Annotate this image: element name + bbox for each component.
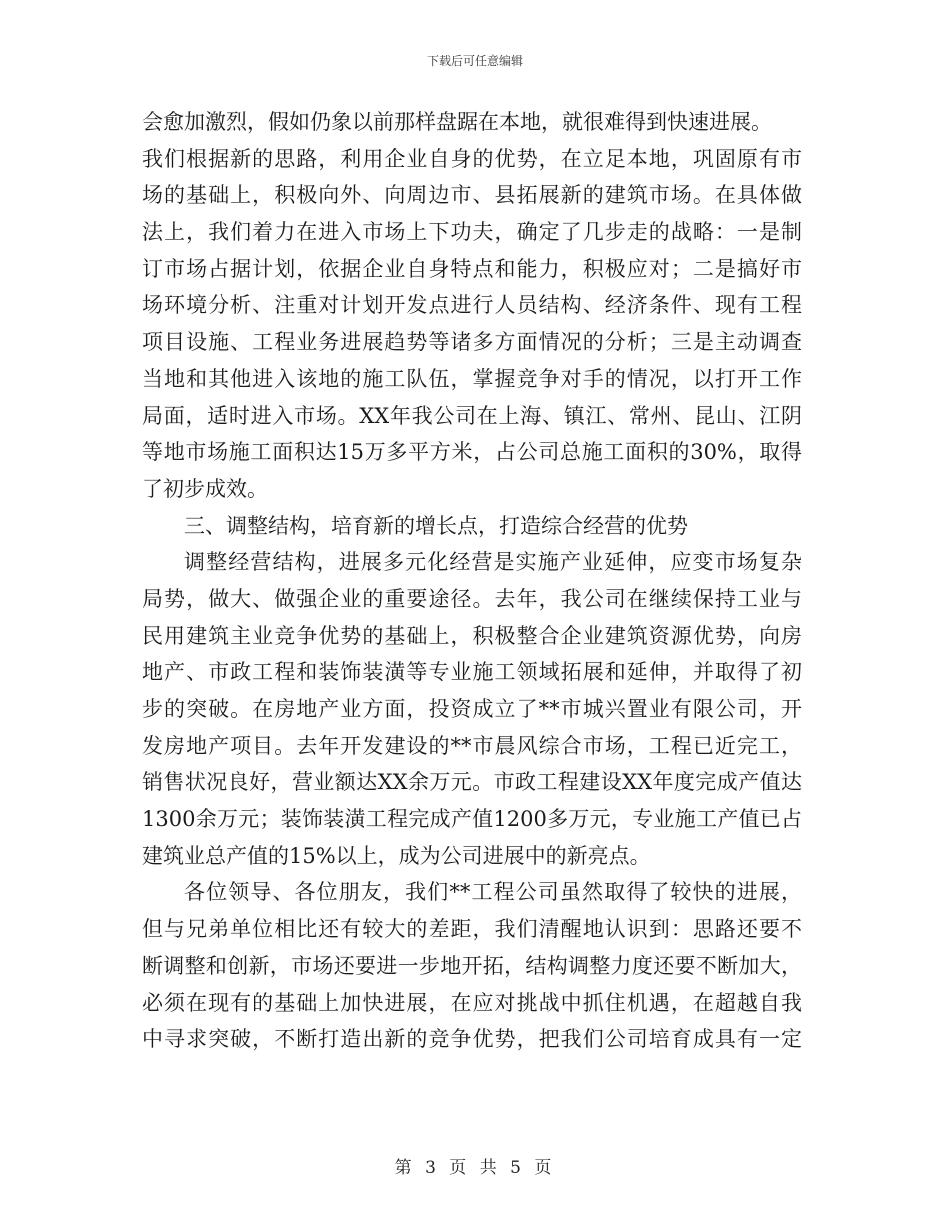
body-line: 销售状况良好，营业额达XX余万元。市政工程建设XX年度完成产值达 [142, 770, 802, 795]
body-line: 步的突破。在房地产业方面，投资成立了**市城兴置业有限公司，开 [142, 697, 802, 721]
body-line: 1300余万元；装饰装潢工程完成产值1200多万元，专业施工产值已占 [142, 807, 802, 832]
body-line: 断调整和创新，市场还要进一步地开拓，结构调整力度还要不断加大， [142, 953, 802, 978]
body-line: 调整经营结构，进展多元化经营是实施产业延伸，应变市场复杂 [184, 550, 802, 575]
page-number-footer: 第 3 页 共 5 页 [394, 1158, 556, 1178]
body-line: 建筑业总产值的15%以上，成为公司进展中的新亮点。 [142, 843, 651, 868]
body-line: 但与兄弟单位相比还有较大的差距，我们清醒地认识到：思路还要不 [142, 917, 802, 942]
body-line: 了初步成效。 [142, 476, 268, 501]
body-line: 项目设施、工程业务进展趋势等诸多方面情况的分析；三是主动调查 [142, 330, 802, 355]
body-line: 当地和其他进入该地的施工队伍，掌握竞争对手的情况，以打开工作 [142, 366, 802, 391]
body-line: 场的基础上，积极向外、向周边市、县拓展新的建筑市场。在具体做 [142, 183, 802, 208]
section-heading: 三、调整结构，培育新的增长点，打造综合经营的优势 [184, 513, 688, 538]
body-line: 民用建筑主业竞争优势的基础上，积极整合企业建筑资源优势，向房 [142, 623, 802, 648]
body-line: 局势，做大、做强企业的重要途径。去年，我公司在继续保持工业与 [142, 586, 802, 611]
body-line: 会愈加激烈，假如仍象以前那样盘踞在本地，就很难得到快速进展。 [142, 110, 772, 134]
body-line: 各位领导、各位朋友，我们**工程公司虽然取得了较快的进展， [184, 880, 802, 905]
page-header: 下载后可任意编辑 [426, 54, 523, 68]
body-line: 订市场占据计划，依据企业自身特点和能力，积极应对；二是搞好市 [142, 256, 802, 281]
body-line: 发房地产项目。去年开发建设的**市晨风综合市场，工程已近完工， [142, 733, 802, 758]
document-body [142, 104, 802, 1058]
body-line: 中寻求突破，不断打造出新的竞争优势，把我们公司培育成具有一定 [142, 1027, 802, 1052]
body-line: 必须在现有的基础上加快进展，在应对挑战中抓住机遇，在超越自我 [142, 990, 802, 1015]
body-line: 场环境分析、注重对计划开发点进行人员结构、经济条件、现有工程 [142, 293, 802, 318]
body-line: 等地市场施工面积达15万多平方米，占公司总施工面积的30%，取得 [142, 440, 802, 465]
body-line: 局面，适时进入市场。XX年我公司在上海、镇江、常州、昆山、江阴 [142, 403, 802, 428]
body-line: 法上，我们着力在进入市场上下功夫，确定了几步走的战略：一是制 [142, 220, 802, 245]
body-line: 地产、市政工程和装饰装潢等专业施工领域拓展和延伸，并取得了初 [142, 660, 802, 685]
body-line: 我们根据新的思路，利用企业自身的优势，在立足本地，巩固原有市 [142, 146, 802, 171]
